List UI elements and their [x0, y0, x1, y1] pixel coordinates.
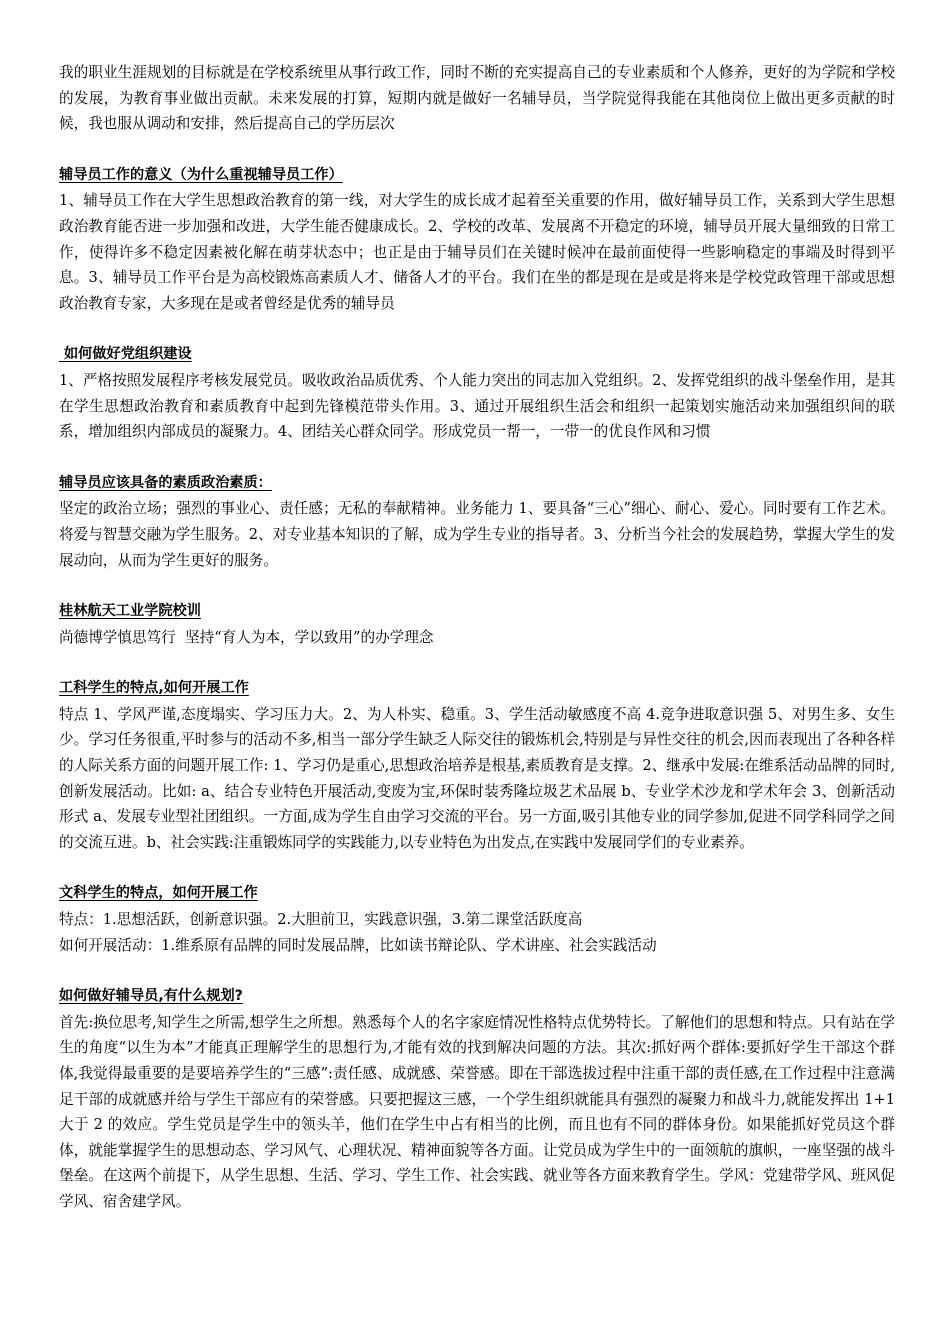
section-line: 特点：1.思想活跃，创新意识强。2.大胆前卫，实践意识强，3.第二课堂活跃度高 — [59, 911, 583, 929]
section-counselor-significance — [59, 163, 895, 317]
section-counselor-qualities — [59, 471, 895, 573]
section-liberal-arts-students — [59, 881, 895, 958]
spacer — [59, 650, 895, 676]
section-heading: 如何做好辅导员,有什么规划? — [59, 988, 243, 1005]
spacer — [59, 137, 895, 163]
document-page — [59, 60, 895, 1215]
section-body: 1、严格按照发展程序考核发展党员。吸收政治品质优秀、个人能力突出的同志加入党组织。2、发挥党组织的战斗堡垒作用，是其在学生思想政治教育和素质教育中起到先锋模范带头作用。3、通过开展组织生活会和组织一起策划实施活动来加强组织间的联系，增加组织内部成员的凝聚力。4、团结关心群众同学。形成党员一帮一，一带一的优良作风和习惯 — [59, 371, 895, 441]
section-heading: 辅导员应该具备的素质政治素质： — [59, 474, 272, 491]
section-heading: 桂林航天工业学院校训 — [59, 603, 201, 620]
section-heading: 工科学生的特点,如何开展工作 — [59, 680, 249, 697]
section-heading: 如何做好党组织建设 — [59, 346, 192, 363]
section-heading: 辅导员工作的意义（为什么重视辅导员工作） — [59, 166, 343, 183]
section-body: 首先:换位思考,知学生之所需,想学生之所想。熟悉每个人的名字家庭情况性格特点优势特长。了解他们的思想和特点。只有站在学生的角度“以生为本”才能真正理解学生的思想行为,才能有效的找到解决问题的方法。其次:抓好两个群体:要抓好学生干部这个群体,我觉得最重要的是要培养学生的“三感”:责任感、成就感、荣誉感。即在干部选拔过程中注重干部的责任感,在工作过程中注意满足干部的成就感并给与学生干部应有的荣誉感。只要把握这三感，一个学生组织就能具有强烈的凝聚力和战斗力,就能发挥出 1+1 大于 2 的效应。学生党员是学生中的领头羊，他们在学生中占有相当的比例，而且也有不同的群体身份。如果能抓好党员这个群体，就能掌握学生的思想动态、学习风气、心理状况、精神面貌等各方面。让党员成为学生中的一面领航的旗帜，一座坚强的战斗堡垒。在这两个前提下，从学生思想、生活、学习、学生工作、社会实践、就业等各方面来教育学生。学风：党建带学风、班风促学风、宿舍建学风。 — [59, 1013, 895, 1210]
section-heading: 文科学生的特点，如何开展工作 — [59, 885, 258, 902]
section-body: 尚德博学慎思笃行 坚持“育人为本，学以致用”的办学理念 — [59, 628, 434, 646]
section-line: 如何开展活动：1.维系原有品牌的同时发展品牌，比如读书辩论队、学术讲座、社会实践活动 — [59, 936, 657, 954]
spacer — [59, 958, 895, 984]
section-body: 特点 1、学风严谨,态度塌实、学习压力大。2、为人朴实、稳重。3、学生活动敏感度不高 4.竞争进取意识强 5、对男生多、女生少。学习任务很重,平时参与的活动不多,相当一部分学生缺乏人际交往的锻炼机会,特别是与异性交往的机会,因而表现出了各种各样的人际关系方面的问题开展工作: 1、学习仍是重心,思想政治培养是根基,素质教育是支撑。2、继承中发展:在维系活动品牌的同时,创新发展活动。比如: a、结合专业特色开展活动,变废为宝,环保时装秀隆垃圾艺术品展 b、专业学术沙龙和学术年会 3、创新活动形式 a、发展专业型社团组织。一方面,成为学生自由学习交流的平台。另一方面,吸引其他专业的同学参加,促进不同学科同学之间的交流互进。b、社会实践:注重锻炼同学的实践能力,以专业特色为出发点,在实践中发展同学们的专业素养。 — [59, 705, 895, 851]
intro-paragraph: 我的职业生涯规划的目标就是在学校系统里从事行政工作，同时不断的充实提高自己的专业素质和个人修养，更好的为学院和学校的发展，为教育事业做出贡献。未来发展的打算，短期内就是做好一名辅导员，当学院觉得我能在其他岗位上做出更多贡献的时候，我也服从调动和安排，然后提高自己的学历层次 — [59, 64, 895, 133]
section-engineering-students — [59, 676, 895, 855]
section-body: 坚定的政治立场；强烈的事业心、责任感；无私的奉献精神。业务能力 1、要具备“三心”细心、耐心、爱心。同时要有工作艺术。将爱与智慧交融为学生服务。2、对专业基本知识的了解，成为学生专业的指导者。3、分析当今社会的发展趋势，掌握大学生的发展动向，从而为学生更好的服务。 — [59, 500, 895, 569]
section-school-motto — [59, 599, 895, 650]
spacer — [59, 316, 895, 342]
section-party-building — [59, 342, 895, 444]
spacer — [59, 855, 895, 881]
section-counselor-plan — [59, 984, 895, 1214]
section-body: 1、辅导员工作在大学生思想政治教育的第一线，对大学生的成长成才起着至关重要的作用，做好辅导员工作，关系到大学生思想政治教育能否进一步加强和改进，大学生能否健康成长。2、学校的改革、发展离不开稳定的环境，辅导员开展大量细致的日常工作，使得许多不稳定因素被化解在萌芽状态中；也正是由于辅导员们在关键时候冲在最前面使得一些影响稳定的事端及时得到平息。3、辅导员工作平台是为高校锻炼高素质人才、储备人才的平台。我们在坐的都是现在是或是将来是学校党政管理干部或思想政治教育专家，大多现在是或者曾经是优秀的辅导员 — [59, 192, 895, 312]
spacer — [59, 445, 895, 471]
spacer — [59, 573, 895, 599]
